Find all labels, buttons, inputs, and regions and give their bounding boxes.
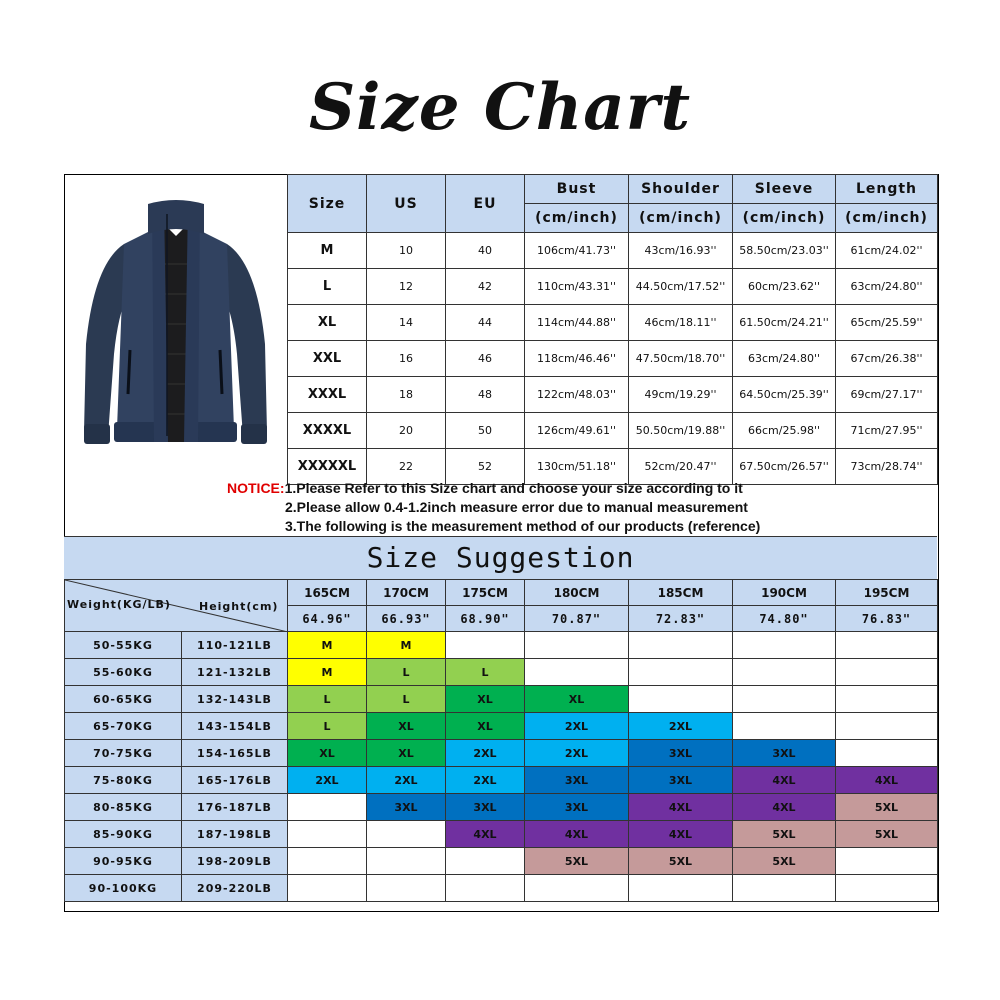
suggested-size-cell: L	[446, 659, 525, 686]
weight-label: Weight(KG/LB)	[67, 598, 171, 611]
suggested-size-cell	[367, 821, 446, 848]
weight-kg-cell: 60-65KG	[65, 686, 182, 713]
suggested-size-cell	[836, 659, 938, 686]
notice-line-2: 2.Please allow 0.4-1.2inch measure error due to manual measurement	[285, 499, 748, 515]
suggested-size-cell: M	[288, 632, 367, 659]
shoulder-header: Shoulder	[629, 175, 733, 204]
height-inch-cell: 68.90"	[446, 606, 525, 632]
size-suggestion-title: Size Suggestion	[64, 537, 937, 580]
suggested-size-cell	[446, 632, 525, 659]
bust-unit: (cm/inch)	[525, 204, 629, 233]
weight-kg-cell: 55-60KG	[65, 659, 182, 686]
suggested-size-cell	[629, 875, 733, 902]
suggested-size-cell: L	[288, 713, 367, 740]
weight-height-corner	[65, 580, 288, 632]
suggested-size-cell: 2XL	[629, 713, 733, 740]
measurement-cell: 46	[446, 341, 525, 377]
suggestion-row	[65, 632, 938, 659]
height-cm-cell: 165CM	[288, 580, 367, 606]
height-cm-cell: 195CM	[836, 580, 938, 606]
size-row	[288, 413, 938, 449]
suggested-size-cell: M	[367, 632, 446, 659]
weight-lb-cell: 143-154LB	[182, 713, 288, 740]
measurement-cell: 63cm/24.80''	[733, 341, 836, 377]
measurement-cell: 64.50cm/25.39''	[733, 377, 836, 413]
suggestion-row	[65, 686, 938, 713]
suggested-size-cell: 2XL	[446, 767, 525, 794]
measurement-cell: 61.50cm/24.21''	[733, 305, 836, 341]
suggested-size-cell	[288, 794, 367, 821]
weight-lb-cell: 198-209LB	[182, 848, 288, 875]
size-suggestion-table	[64, 579, 938, 902]
suggested-size-cell: 4XL	[733, 794, 836, 821]
suggested-size-cell	[836, 686, 938, 713]
size-row	[288, 377, 938, 413]
weight-kg-cell: 90-100KG	[65, 875, 182, 902]
size-cell: XXL	[288, 341, 367, 377]
suggested-size-cell	[733, 686, 836, 713]
notice-label: NOTICE:	[227, 480, 285, 496]
suggested-size-cell: 3XL	[525, 767, 629, 794]
suggestion-row	[65, 875, 938, 902]
size-cell: L	[288, 269, 367, 305]
suggested-size-cell	[733, 875, 836, 902]
height-inch-cell: 74.80"	[733, 606, 836, 632]
height-cm-row	[65, 580, 938, 606]
length-unit: (cm/inch)	[836, 204, 938, 233]
suggested-size-cell	[525, 659, 629, 686]
measurement-cell: 67.50cm/26.57''	[733, 449, 836, 485]
suggested-size-cell: 4XL	[446, 821, 525, 848]
measurement-cell: 110cm/43.31''	[525, 269, 629, 305]
height-cm-cell: 180CM	[525, 580, 629, 606]
page-title: Size Chart	[308, 70, 692, 145]
size-suggestion-body	[65, 580, 938, 902]
measurement-cell: 52cm/20.47''	[629, 449, 733, 485]
suggested-size-cell: 4XL	[733, 767, 836, 794]
measurement-cell: 14	[367, 305, 446, 341]
suggested-size-cell: 4XL	[629, 794, 733, 821]
weight-kg-cell: 50-55KG	[65, 632, 182, 659]
suggested-size-cell	[367, 848, 446, 875]
suggested-size-cell: 3XL	[733, 740, 836, 767]
shoulder-unit: (cm/inch)	[629, 204, 733, 233]
measurement-cell: 67cm/26.38''	[836, 341, 938, 377]
size-table-header-row	[288, 175, 938, 204]
sleeve-header: Sleeve	[733, 175, 836, 204]
measurement-cell: 126cm/49.61''	[525, 413, 629, 449]
weight-lb-cell: 209-220LB	[182, 875, 288, 902]
height-cm-cell: 190CM	[733, 580, 836, 606]
suggested-size-cell: 3XL	[525, 794, 629, 821]
measurement-cell: 60cm/23.62''	[733, 269, 836, 305]
height-cm-cell: 175CM	[446, 580, 525, 606]
measurement-cell: 42	[446, 269, 525, 305]
suggested-size-cell: 3XL	[629, 740, 733, 767]
measurement-cell: 50.50cm/19.88''	[629, 413, 733, 449]
weight-lb-cell: 165-176LB	[182, 767, 288, 794]
size-cell: XL	[288, 305, 367, 341]
measurement-cell: 46cm/18.11''	[629, 305, 733, 341]
suggested-size-cell: 2XL	[525, 740, 629, 767]
measurement-cell: 106cm/41.73''	[525, 233, 629, 269]
weight-lb-cell: 176-187LB	[182, 794, 288, 821]
weight-kg-cell: 65-70KG	[65, 713, 182, 740]
suggested-size-cell	[629, 659, 733, 686]
suggested-size-cell: 4XL	[629, 821, 733, 848]
suggested-size-cell	[733, 632, 836, 659]
suggested-size-cell: 5XL	[733, 821, 836, 848]
suggested-size-cell: XL	[525, 686, 629, 713]
suggested-size-cell	[367, 875, 446, 902]
suggested-size-cell: L	[367, 686, 446, 713]
suggested-size-cell	[836, 713, 938, 740]
suggested-size-cell: 2XL	[446, 740, 525, 767]
suggested-size-cell: 3XL	[367, 794, 446, 821]
suggested-size-cell	[733, 713, 836, 740]
weight-lb-cell: 132-143LB	[182, 686, 288, 713]
suggested-size-cell: XL	[367, 740, 446, 767]
suggested-size-cell	[288, 848, 367, 875]
measurement-cell: 18	[367, 377, 446, 413]
suggested-size-cell	[629, 686, 733, 713]
suggestion-row	[65, 659, 938, 686]
measurement-cell: 61cm/24.02''	[836, 233, 938, 269]
height-inch-cell: 76.83"	[836, 606, 938, 632]
weight-kg-cell: 75-80KG	[65, 767, 182, 794]
suggested-size-cell: XL	[446, 686, 525, 713]
suggested-size-cell: 3XL	[446, 794, 525, 821]
measurement-cell: 47.50cm/18.70''	[629, 341, 733, 377]
size-row	[288, 269, 938, 305]
weight-lb-cell: 121-132LB	[182, 659, 288, 686]
suggested-size-cell	[446, 848, 525, 875]
height-cm-cell: 185CM	[629, 580, 733, 606]
height-inch-cell: 66.93"	[367, 606, 446, 632]
suggested-size-cell: XL	[367, 713, 446, 740]
suggestion-row	[65, 794, 938, 821]
measurement-cell: 12	[367, 269, 446, 305]
measurement-cell: 44.50cm/17.52''	[629, 269, 733, 305]
size-header: Size	[288, 175, 367, 233]
notice-text-1: 1.Please Refer to this Size chart and choose your size according to it	[284, 480, 743, 496]
suggested-size-cell: L	[367, 659, 446, 686]
weight-lb-cell: 110-121LB	[182, 632, 288, 659]
size-table-body	[288, 233, 938, 485]
notice-block	[64, 478, 937, 537]
length-header: Length	[836, 175, 938, 204]
weight-kg-cell: 80-85KG	[65, 794, 182, 821]
suggested-size-cell: 5XL	[525, 848, 629, 875]
measurement-cell: 65cm/25.59''	[836, 305, 938, 341]
suggested-size-cell: 5XL	[836, 794, 938, 821]
suggested-size-cell: 5XL	[733, 848, 836, 875]
size-cell: XXXXL	[288, 413, 367, 449]
measurement-cell: 63cm/24.80''	[836, 269, 938, 305]
suggestion-row	[65, 848, 938, 875]
jacket-illustration	[64, 174, 287, 478]
measurement-cell: 43cm/16.93''	[629, 233, 733, 269]
suggested-size-cell: 2XL	[367, 767, 446, 794]
measurement-cell: 20	[367, 413, 446, 449]
height-inch-cell: 72.83"	[629, 606, 733, 632]
suggested-size-cell: 4XL	[836, 767, 938, 794]
measurement-cell: 130cm/51.18''	[525, 449, 629, 485]
size-row	[288, 233, 938, 269]
suggested-size-cell	[446, 875, 525, 902]
suggested-size-cell: 5XL	[629, 848, 733, 875]
suggestion-row	[65, 821, 938, 848]
product-image	[64, 174, 288, 478]
suggested-size-cell	[836, 875, 938, 902]
size-row	[288, 341, 938, 377]
size-table	[287, 174, 938, 485]
suggested-size-cell: XL	[288, 740, 367, 767]
suggested-size-cell: 3XL	[629, 767, 733, 794]
measurement-cell: 69cm/27.17''	[836, 377, 938, 413]
weight-kg-cell: 85-90KG	[65, 821, 182, 848]
measurement-cell: 122cm/48.03''	[525, 377, 629, 413]
suggested-size-cell: L	[288, 686, 367, 713]
measurement-cell: 114cm/44.88''	[525, 305, 629, 341]
suggested-size-cell	[836, 740, 938, 767]
suggested-size-cell: 4XL	[525, 821, 629, 848]
measurement-cell: 48	[446, 377, 525, 413]
measurement-cell: 10	[367, 233, 446, 269]
suggested-size-cell	[629, 632, 733, 659]
suggested-size-cell	[525, 875, 629, 902]
height-inch-cell: 70.87"	[525, 606, 629, 632]
suggestion-row	[65, 740, 938, 767]
suggestion-row	[65, 713, 938, 740]
suggested-size-cell	[288, 821, 367, 848]
measurement-cell: 73cm/28.74''	[836, 449, 938, 485]
sleeve-unit: (cm/inch)	[733, 204, 836, 233]
height-cm-cell: 170CM	[367, 580, 446, 606]
size-row	[288, 305, 938, 341]
measurement-cell: 58.50cm/23.03''	[733, 233, 836, 269]
measurement-cell: 71cm/27.95''	[836, 413, 938, 449]
weight-kg-cell: 70-75KG	[65, 740, 182, 767]
suggested-size-cell: M	[288, 659, 367, 686]
notice-line-3: 3.The following is the measurement method of our products (reference)	[285, 518, 761, 534]
weight-lb-cell: 187-198LB	[182, 821, 288, 848]
measurement-cell: 44	[446, 305, 525, 341]
measurement-cell: 50	[446, 413, 525, 449]
eu-header: EU	[446, 175, 525, 233]
suggested-size-cell: 5XL	[836, 821, 938, 848]
suggested-size-cell: 2XL	[288, 767, 367, 794]
measurement-cell: 16	[367, 341, 446, 377]
suggested-size-cell: XL	[446, 713, 525, 740]
measurement-cell: 22	[367, 449, 446, 485]
measurement-cell: 49cm/19.29''	[629, 377, 733, 413]
suggested-size-cell	[836, 632, 938, 659]
size-cell: XXXXXL	[288, 449, 367, 485]
measurement-cell: 52	[446, 449, 525, 485]
suggested-size-cell	[525, 632, 629, 659]
notice-line-1	[227, 480, 743, 496]
size-cell: XXXL	[288, 377, 367, 413]
us-header: US	[367, 175, 446, 233]
suggested-size-cell	[733, 659, 836, 686]
height-label: Height(cm)	[199, 600, 279, 613]
suggested-size-cell	[288, 875, 367, 902]
suggested-size-cell	[836, 848, 938, 875]
measurement-cell: 66cm/25.98''	[733, 413, 836, 449]
weight-lb-cell: 154-165LB	[182, 740, 288, 767]
measurement-cell: 40	[446, 233, 525, 269]
size-cell: M	[288, 233, 367, 269]
measurement-cell: 118cm/46.46''	[525, 341, 629, 377]
suggested-size-cell: 2XL	[525, 713, 629, 740]
weight-kg-cell: 90-95KG	[65, 848, 182, 875]
suggestion-row	[65, 767, 938, 794]
height-inch-cell: 64.96"	[288, 606, 367, 632]
bust-header: Bust	[525, 175, 629, 204]
